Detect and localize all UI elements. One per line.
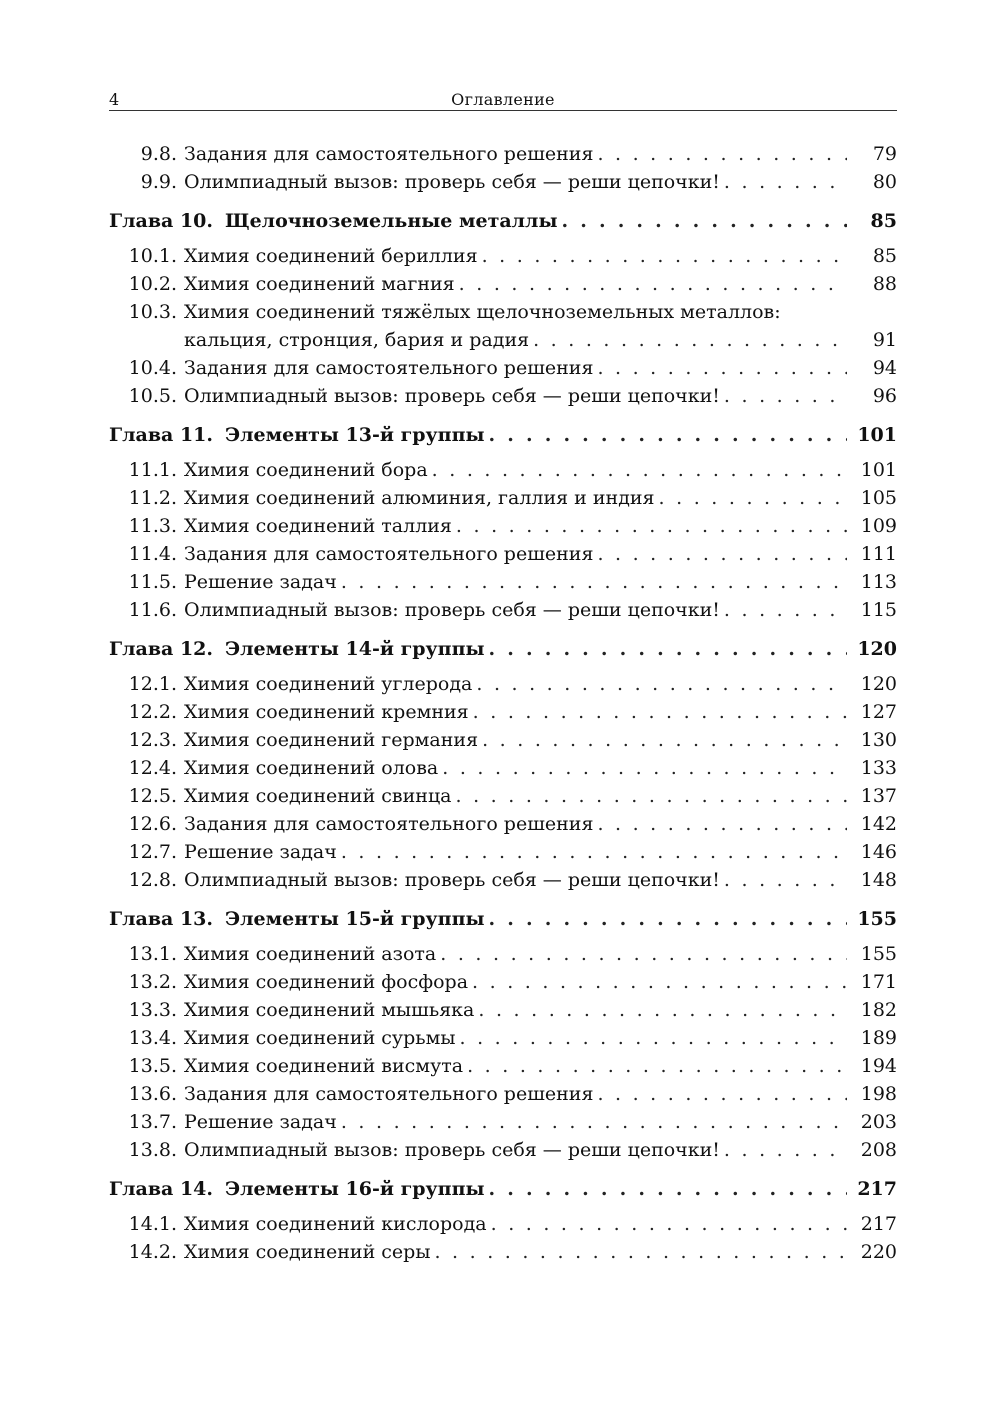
section-title: Химия соединений висмута [184,1055,464,1077]
toc-chapter-13[interactable] [109,904,897,934]
section-number: 11.5. [128,571,177,593]
toc-chapter-14[interactable] [109,1174,897,1204]
section-title: Химия соединений бериллия [184,245,478,267]
page-ref: 120 [857,638,897,660]
page-ref: 189 [860,1027,897,1049]
section-title: Химия соединений кислорода [184,1213,487,1235]
section-number: 14.2. [128,1241,177,1263]
page-ref: 127 [860,701,897,723]
section-title: Решение задач [184,841,337,863]
toc-entry-11-4[interactable] [109,540,897,568]
running-title: Оглавление [451,90,555,109]
page-ref: 111 [860,543,897,565]
page-ref: 171 [860,971,897,993]
section-title: Задания для самостоятельного решения [184,143,594,165]
toc-entry-12-7[interactable] [109,838,897,866]
toc-entry-13-4[interactable] [109,1024,897,1052]
page-ref: 88 [872,273,897,295]
page-ref: 142 [860,813,897,835]
page-ref: 101 [857,424,897,446]
page-ref: 80 [872,171,897,193]
section-number: 12.6. [128,813,177,835]
section-number: 10.3. [128,301,177,323]
page-ref: 130 [860,729,897,751]
toc-entry-13-8[interactable] [109,1136,897,1164]
page-ref: 198 [860,1083,897,1105]
section-number: 12.2. [128,701,177,723]
page-ref: 208 [860,1139,897,1161]
dot-leader [597,810,847,838]
toc-chapter-11[interactable] [109,420,897,450]
section-title: Химия соединений свинца [184,785,452,807]
chapter-title: Щелочноземельные металлы [225,210,558,232]
section-title: Задания для самостоятельного решения [184,1083,594,1105]
page-ref: 133 [860,757,897,779]
chapter-title: Элементы 15-й группы [225,908,485,930]
dot-leader [724,382,847,410]
page-ref: 91 [872,329,897,351]
toc-entry-13-2[interactable] [109,968,897,996]
section-title: Решение задач [184,1111,337,1133]
dot-leader [597,1080,847,1108]
dot-leader [482,726,847,754]
toc-entry-11-2[interactable] [109,484,897,512]
table-of-contents [109,140,897,1266]
page-ref: 146 [860,841,897,863]
toc-entry-13-7[interactable] [109,1108,897,1136]
page-ref: 96 [872,385,897,407]
section-title: Олимпиадный вызов: проверь себя — реши цепочки! [184,385,720,407]
page-ref: 85 [872,245,897,267]
page-ref: 113 [860,571,897,593]
dot-leader [597,140,847,168]
section-title: Химия соединений таллия [184,515,452,537]
chapter-title: Элементы 14-й группы [225,638,485,660]
dot-leader [434,1238,847,1266]
page-ref: 217 [857,1178,897,1200]
section-title: Олимпиадный вызов: проверь себя — реши цепочки! [184,599,720,621]
section-number: 10.2. [128,273,177,295]
section-number: 13.3. [128,999,177,1021]
toc-entry-11-3[interactable] [109,512,897,540]
toc-entry-12-4[interactable] [109,754,897,782]
toc-entry-13-5[interactable] [109,1052,897,1080]
section-title: Олимпиадный вызов: проверь себя — реши цепочки! [184,171,720,193]
toc-entry-10-4[interactable] [109,354,897,382]
page-ref: 79 [872,143,897,165]
toc-entry-10-3-line2[interactable] [109,326,897,354]
chapter-label: Глава 11. [109,424,214,446]
toc-entry-11-6[interactable] [109,596,897,624]
toc-entry-13-3[interactable] [109,996,897,1024]
section-title-continued: кальция, стронция, бария и радия [184,329,530,351]
section-number: 13.7. [128,1111,177,1133]
section-number: 13.5. [128,1055,177,1077]
page-ref: 137 [860,785,897,807]
section-title: Решение задач [184,571,337,593]
dot-leader [473,698,847,726]
section-title: Химия соединений мышьяка [184,999,475,1021]
dot-leader [459,270,847,298]
page-ref: 203 [860,1111,897,1133]
dot-leader [476,670,847,698]
section-title: Химия соединений фосфора [184,971,469,993]
toc-entry-12-3[interactable] [109,726,897,754]
toc-entry-10-1[interactable] [109,242,897,270]
dot-leader [341,1108,847,1136]
toc-entry-10-3-line1[interactable] [109,298,897,326]
page-ref: 194 [860,1055,897,1077]
section-number: 13.6. [128,1083,177,1105]
section-number: 11.4. [128,543,177,565]
dot-leader [597,354,847,382]
toc-entry-12-6[interactable] [109,810,897,838]
dot-leader [489,634,847,664]
section-title: Задания для самостоятельного решения [184,357,594,379]
section-title: Химия соединений сурьмы [184,1027,456,1049]
page-ref: 120 [860,673,897,695]
dot-leader [467,1052,847,1080]
dot-leader [724,866,847,894]
toc-entry-11-5[interactable] [109,568,897,596]
dot-leader [472,968,847,996]
section-number: 11.3. [128,515,177,537]
dot-leader [659,484,847,512]
section-title: Химия соединений магния [184,273,455,295]
section-number: 12.7. [128,841,177,863]
section-title: Химия соединений тяжёлых щелочноземельных металлов: [184,301,781,323]
dot-leader [489,420,847,450]
section-number: 13.2. [128,971,177,993]
section-title: Химия соединений бора [184,459,428,481]
section-number: 12.1. [128,673,177,695]
dot-leader [432,456,847,484]
section-title: Химия соединений алюминия, галлия и индия [184,487,655,509]
section-number: 12.3. [128,729,177,751]
dot-leader [491,1210,847,1238]
page-ref: 220 [860,1241,897,1263]
page-ref: 217 [860,1213,897,1235]
section-title: Химия соединений кремния [184,701,469,723]
page-ref: 115 [860,599,897,621]
section-number: 12.4. [128,757,177,779]
dot-leader [460,1024,847,1052]
chapter-label: Глава 10. [109,210,214,232]
page-number: 4 [109,90,120,109]
page-ref: 85 [870,210,897,232]
section-number: 13.8. [128,1139,177,1161]
section-title: Задания для самостоятельного решения [184,813,594,835]
section-number: 9.9. [140,171,177,193]
running-header [109,88,897,111]
toc-entry-12-1[interactable] [109,670,897,698]
dot-leader [482,242,847,270]
toc-entry-12-8[interactable] [109,866,897,894]
toc-entry-12-5[interactable] [109,782,897,810]
dot-leader [442,754,847,782]
dot-leader [562,206,848,236]
section-title: Химия соединений углерода [184,673,473,695]
dot-leader [724,596,847,624]
chapter-label: Глава 14. [109,1178,214,1200]
section-number: 13.4. [128,1027,177,1049]
dot-leader [456,512,847,540]
dot-leader [341,568,847,596]
chapter-label: Глава 12. [109,638,214,660]
section-title: Задания для самостоятельного решения [184,543,594,565]
section-title: Химия соединений серы [184,1241,431,1263]
section-number: 13.1. [128,943,177,965]
section-title: Олимпиадный вызов: проверь себя — реши цепочки! [184,869,720,891]
page-ref: 148 [860,869,897,891]
toc-chapter-10[interactable] [109,206,897,236]
dot-leader [597,540,847,568]
section-number: 14.1. [128,1213,177,1235]
section-number: 11.2. [128,487,177,509]
toc-entry-9-8[interactable] [109,140,897,168]
toc-entry-12-2[interactable] [109,698,897,726]
dot-leader [440,940,847,968]
dot-leader [489,904,847,934]
section-number: 10.5. [128,385,177,407]
page-ref: 109 [860,515,897,537]
section-number: 11.1. [128,459,177,481]
dot-leader [489,1174,847,1204]
chapter-label: Глава 13. [109,908,214,930]
toc-entry-14-2[interactable] [109,1238,897,1266]
section-title: Химия соединений олова [184,757,439,779]
toc-entry-11-1[interactable] [109,456,897,484]
section-title: Олимпиадный вызов: проверь себя — реши цепочки! [184,1139,720,1161]
section-number: 10.1. [128,245,177,267]
section-title: Химия соединений азота [184,943,437,965]
dot-leader [533,326,847,354]
page-ref: 155 [857,908,897,930]
section-number: 12.5. [128,785,177,807]
toc-entry-10-2[interactable] [109,270,897,298]
page-ref: 105 [860,487,897,509]
section-title: Химия соединений германия [184,729,479,751]
page-ref: 101 [860,459,897,481]
toc-chapter-12[interactable] [109,634,897,664]
toc-entry-13-1[interactable] [109,940,897,968]
chapter-title: Элементы 16-й группы [225,1178,485,1200]
section-number: 11.6. [128,599,177,621]
section-number: 9.8. [140,143,177,165]
section-number: 10.4. [128,357,177,379]
chapter-title: Элементы 13-й группы [225,424,485,446]
toc-entry-10-5[interactable] [109,382,897,410]
page-ref: 94 [872,357,897,379]
toc-entry-14-1[interactable] [109,1210,897,1238]
page-ref: 155 [860,943,897,965]
dot-leader [456,782,848,810]
page-ref: 182 [860,999,897,1021]
section-number: 12.8. [128,869,177,891]
dot-leader [478,996,847,1024]
dot-leader [724,1136,847,1164]
dot-leader [341,838,847,866]
dot-leader [724,168,847,196]
toc-entry-13-6[interactable] [109,1080,897,1108]
toc-entry-9-9[interactable] [109,168,897,196]
